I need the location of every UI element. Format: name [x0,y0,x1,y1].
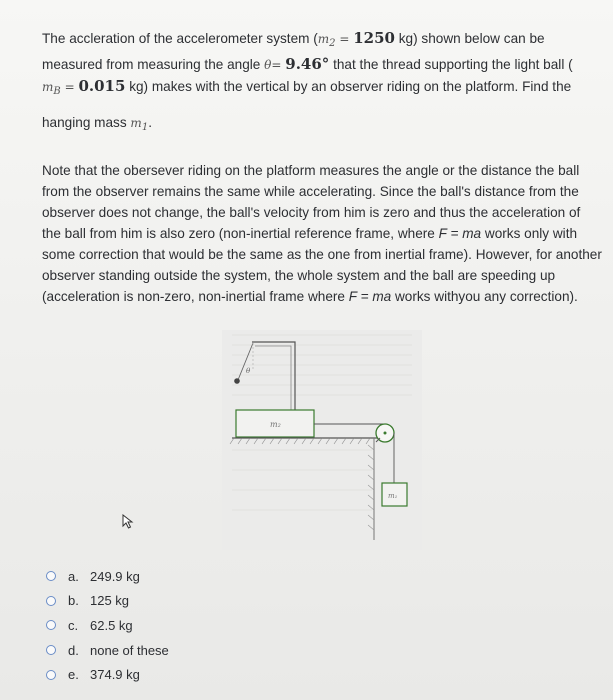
question-text-segment: . [148,115,152,130]
radio-button[interactable] [46,645,56,655]
answer-options [46,564,169,687]
option-c[interactable] [46,613,169,638]
question-text-line [42,112,152,138]
m2-symbol: m [317,32,330,46]
question-text-segment: measured from measuring the angle [42,57,265,72]
note-text-segment: Note that the obersever riding on the platform measures the angle or the distance the ball from the observer remains the same while accelerating. Since the ball's distance from the observer does not change, the ball's velocity from him is zero and thus the acceleration of the ball from him is also zero (non-inertial reference frame, where [42,163,581,241]
question-text-segment: The accleration of the accelerometer system ( [42,31,318,46]
mb-equals: = [60,80,79,94]
m2-value: 1250 [353,29,395,47]
theta-symbol: θ [264,58,272,72]
question-text-segment: kg) makes with the vertical by an observer riding on the platform. Find the [125,79,572,94]
question-text [42,28,602,138]
mouse-cursor-icon [122,514,136,530]
pulley-axle [384,432,387,435]
formula-f-ma: F = ma [438,226,482,241]
question-text-segment: hanging mass [42,115,131,130]
formula-f-ma: F = ma [348,289,392,304]
radio-button[interactable] [46,571,56,581]
m1-symbol: m [130,116,142,130]
option-a[interactable] [46,564,169,589]
accelerometer-diagram [222,330,422,550]
theta-label: θ [246,367,251,375]
note-text-segment: works withyou any correction). [391,289,578,304]
option-d[interactable] [46,638,169,663]
option-letter: b. [68,593,79,609]
note-text-segment: works only with some correction that would be the same as the one from inertial frame). However, for another observer standing outside the system, the whole system and the ball are speeding up (acceleration is non-zero, non-inertial frame where [42,226,602,304]
radio-button[interactable] [46,670,56,680]
option-b[interactable] [46,589,169,614]
option-letter: e. [68,667,79,683]
m1-subscript: 1 [141,122,149,133]
mb-subscript: B [53,86,61,97]
question-text-segment: kg) shown below can be [394,31,545,46]
option-text: 374.9 kg [90,667,140,683]
option-text: 125 kg [90,593,130,609]
option-text: 62.5 kg [90,617,133,633]
option-text: 249.9 kg [90,568,140,584]
question-text-segment: that the thread supporting the light ball ( [329,57,573,72]
mb-value: 0.015 [78,77,126,95]
light-ball [234,378,240,384]
radio-button[interactable] [46,596,56,606]
option-letter: d. [68,642,79,658]
mb-symbol: m [42,80,54,94]
note-text [42,160,602,307]
option-letter: c. [68,617,79,633]
option-e[interactable] [46,662,169,687]
m2-subscript: 2 [329,38,336,49]
theta-equals: = [271,58,286,72]
option-text: none of these [90,642,169,658]
m1-label: m₁ [388,492,398,500]
radio-button[interactable] [46,620,56,630]
theta-value: 9.46° [285,55,330,73]
option-letter: a. [68,568,79,584]
diagram-background [222,330,422,550]
m2-equals: = [335,32,354,46]
m2-label: m₂ [270,420,281,429]
